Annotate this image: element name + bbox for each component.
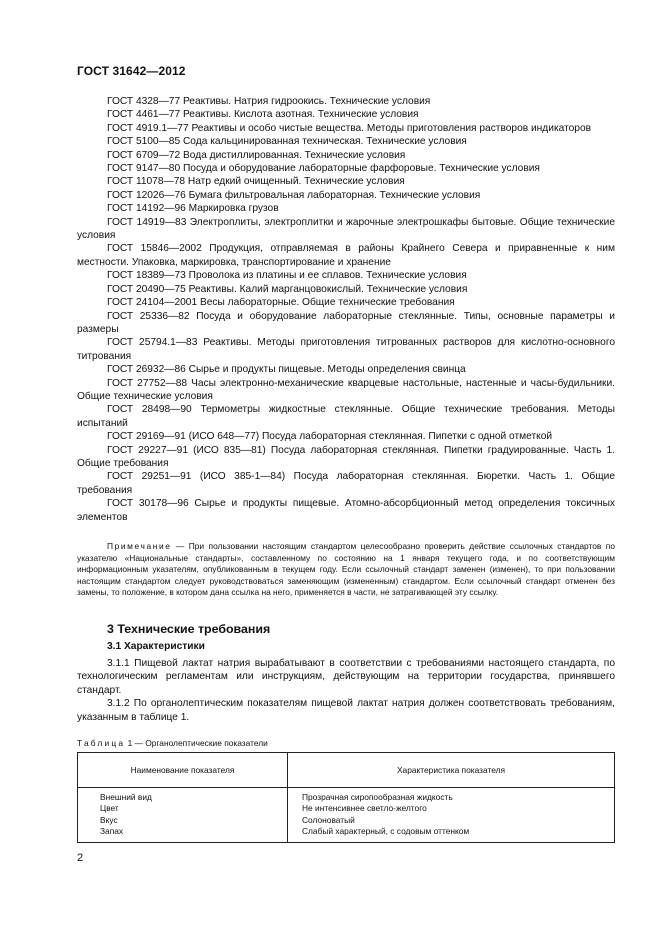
reference-item: ГОСТ 5100—85 Сода кальцинированная техническая. Технические условия [107, 136, 467, 148]
reference-item: ГОСТ 28498—90 Термометры жидкостные стеклянные. Общие технические требования. Методы испытаний [77, 404, 615, 429]
normative-references-list [77, 95, 615, 524]
paragraph-3-1-2: 3.1.2 По органолептическим показателям пищевой лактат натрия должен соответствовать требованиям, указанным в таблице 1. [77, 698, 615, 723]
reference-item: ГОСТ 4919.1—77 Реактивы и особо чистые вещества. Методы приготовления растворов индикаторов [107, 122, 592, 134]
reference-item: ГОСТ 29169—91 (ИСО 648—77) Посуда лабораторная стеклянная. Пипетки с одной отметкой [107, 431, 553, 443]
reference-item: ГОСТ 15846—2002 Продукция, отправляемая в районы Крайнего Севера и приравненные к ним местности. Упаковка, маркировка, транспортирование и хранение [77, 243, 615, 268]
table-caption [77, 738, 268, 748]
reference-item: ГОСТ 30178—96 Сырье и продукты пищевые. Атомно-абсорбционный метод определения токсичных элементов [77, 498, 615, 523]
page-number: 2 [77, 852, 84, 864]
reference-item: ГОСТ 4461—77 Реактивы. Кислота азотная. Технические условия [107, 109, 419, 121]
column-header-characteristic: Характеристика показателя [288, 753, 615, 788]
section-heading: 3 Технические требования [107, 622, 271, 636]
reference-item: ГОСТ 20490—75 Реактивы. Калий марганцовокислый. Технические условия [107, 283, 468, 295]
indicator-value: Прозрачная сиропообразная жидкость [302, 792, 453, 802]
note-block [77, 541, 615, 599]
indicator-name: Цвет [100, 803, 119, 814]
reference-item: ГОСТ 27752—88 Часы электронно-механические кварцевые настольные, настенные и часы-будильники. Общие технические условия [77, 377, 615, 402]
paragraph-3-1-1: 3.1.1 Пищевой лактат натрия вырабатывают в соответствии с требованиями настоящего стандарта, по технологическим регламентам или инструкциям, действующим на территории государства, принявшего стандарт. [77, 658, 615, 696]
indicator-name: Вкус [100, 814, 118, 825]
subsection-heading: 3.1 Характеристики [107, 641, 205, 652]
reference-item: ГОСТ 9147—80 Посуда и оборудование лабораторные фарфоровые. Технические условия [107, 163, 540, 175]
reference-item: ГОСТ 11078—78 Натр едкий очищенный. Технические условия [107, 176, 405, 188]
reference-item: ГОСТ 14192—96 Маркировка грузов [107, 203, 279, 215]
reference-item: ГОСТ 29251—91 (ИСО 385-1—84) Посуда лабораторная стеклянная. Бюретки. Часть 1. Общие требования [77, 471, 615, 496]
table-row [78, 788, 615, 843]
reference-item: ГОСТ 14919—83 Электроплиты, электроплитки и жарочные электрошкафы бытовые. Общие технические условия [77, 216, 615, 242]
indicator-value: Солоноватый [302, 814, 355, 825]
indicator-values-cell [288, 788, 615, 843]
reference-item: ГОСТ 18389—73 Проволока из платины и ее сплавов. Технические условия [107, 270, 467, 282]
reference-item: ГОСТ 24104—2001 Весы лабораторные. Общие технические требования [107, 297, 455, 309]
note-text: — При пользовании настоящим стандартом целесообразно проверить действие ссылочных стандартов по указателю «Национальные стандарты», составленному по состоянию на 1 января текущего года, и по соответствующим информационным указателям, опубликованным в текущем году. Если ссылочный стандарт заменен (изменен), то при пользовании настоящим стандартом следует руководствоваться заменяющим (измененным) стандартом. Если ссылочный стандарт отменен без замены, то положение, в котором дана ссылка на него, применяется в части, не затрагивающей эту ссылку. [77, 541, 615, 598]
indicator-value: Слабый характерный, с содовым оттенком [302, 826, 470, 837]
standard-header: ГОСТ 31642—2012 [77, 64, 186, 78]
reference-item: ГОСТ 25336—82 Посуда и оборудование лабораторные стеклянные. Типы, основные параметры и размеры [77, 310, 615, 335]
reference-item: ГОСТ 4328—77 Реактивы. Натрия гидроокись. Технические условия [107, 96, 431, 107]
table-caption-lead: Таблица [77, 738, 126, 748]
reference-item: ГОСТ 6709—72 Вода дистиллированная. Технические условия [107, 149, 406, 161]
reference-item: ГОСТ 25794.1—83 Реактивы. Методы приготовления титрованных растворов для кислотно-основного титрования [77, 337, 615, 362]
indicator-name: Внешний вид [100, 792, 152, 802]
reference-item: ГОСТ 26932—86 Сырье и продукты пищевые. Методы определения свинца [107, 364, 466, 376]
reference-item: ГОСТ 12026—76 Бумага фильтровальная лабораторная. Технические условия [107, 189, 481, 201]
organoleptic-table [77, 752, 615, 843]
indicator-name: Запах [100, 826, 124, 837]
note-lead: Примечание [107, 541, 172, 551]
section-body [77, 657, 615, 724]
column-header-name: Наименование показателя [78, 753, 288, 788]
table-caption-title: 1 — Органолептические показатели [125, 738, 268, 748]
indicator-names-cell [78, 788, 288, 843]
indicator-value: Не интенсивнее светло-желтого [302, 803, 427, 814]
reference-item: ГОСТ 29227—91 (ИСО 835—81) Посуда лабораторная стеклянная. Пипетки градуированные. Часть 1. Общие требования [77, 444, 615, 469]
